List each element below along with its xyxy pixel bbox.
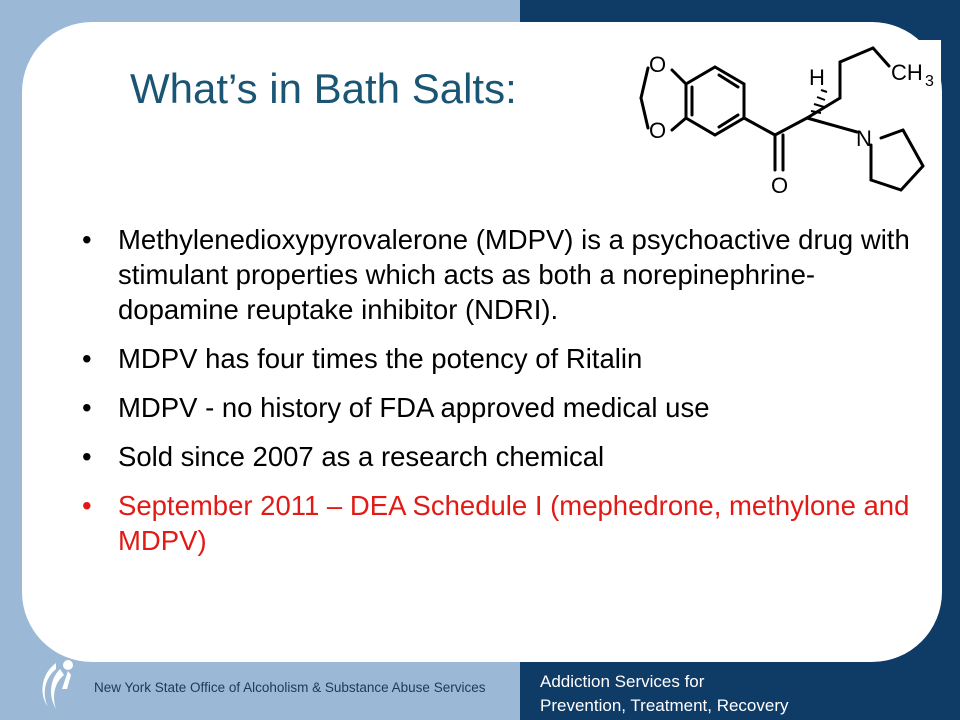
slide-title: What’s in Bath Salts: xyxy=(130,65,517,112)
bullet-text: Sold since 2007 as a research chemical xyxy=(118,441,605,472)
bullet-item xyxy=(78,390,913,425)
bullet-item xyxy=(78,439,913,474)
hydrogen-atom-label: H xyxy=(809,65,825,90)
bullet-text: MDPV - no history of FDA approved medical use xyxy=(118,392,710,423)
bullet-text: September 2011 – DEA Schedule I (mephedrone, methylone and MDPV) xyxy=(118,490,910,556)
oasas-logo-icon xyxy=(34,655,78,713)
bullet-text: MDPV has four times the potency of Ritalin xyxy=(118,343,643,374)
bullet-marker: • xyxy=(82,392,92,423)
footer-tagline xyxy=(540,670,789,718)
bullet-marker: • xyxy=(82,224,92,255)
bullet-marker: • xyxy=(82,343,92,374)
nitrogen-atom-label: N xyxy=(856,126,872,151)
bullet-item xyxy=(78,341,913,376)
footer-organization: New York State Office of Alcoholism & Substance Abuse Services xyxy=(94,680,486,695)
footer-tagline-line-1: Addiction Services for xyxy=(540,672,705,691)
oxygen-atom-label: O xyxy=(771,173,789,198)
benzene-ring xyxy=(686,67,744,135)
bullet-list xyxy=(78,222,913,572)
footer-tagline-line-2: Prevention, Treatment, Recovery xyxy=(540,696,789,715)
mdpv-structure-diagram xyxy=(635,40,941,205)
oxygen-atom-label: O xyxy=(649,118,667,143)
methyl-subscript: 3 xyxy=(925,73,934,90)
bullet-item xyxy=(78,222,913,327)
bullet-marker: • xyxy=(82,441,92,472)
bullet-marker: • xyxy=(82,490,92,521)
bullet-text: Methylenedioxypyrovalerone (MDPV) is a psychoactive drug with stimulant properties which acts as both a norepinephrine-dopamine reuptake inhibitor (NDRI). xyxy=(118,224,910,325)
mdpv-molecule-svg xyxy=(635,40,941,205)
bullet-item-highlighted xyxy=(78,488,913,558)
methyl-group-label: CH xyxy=(891,60,923,85)
oxygen-atom-label: O xyxy=(649,52,667,77)
